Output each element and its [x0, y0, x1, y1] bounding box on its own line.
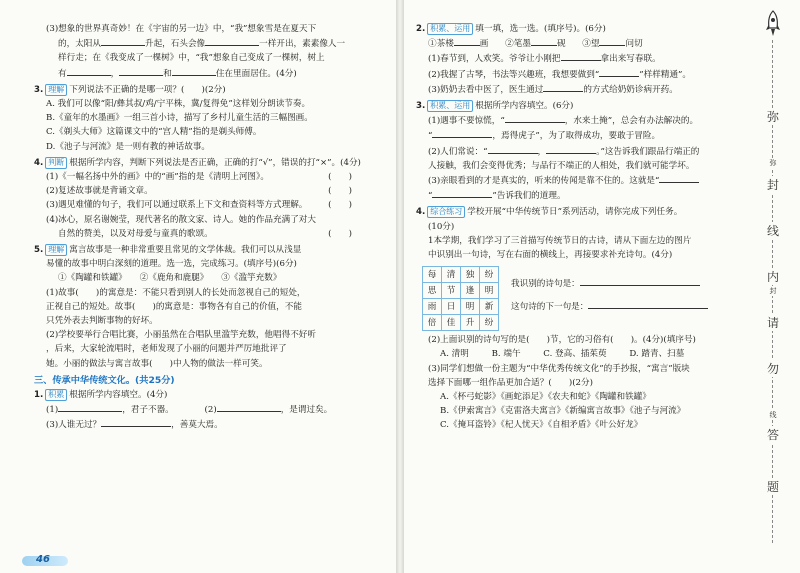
poem-character-grid [422, 266, 499, 331]
answer-blank[interactable] [599, 67, 639, 77]
option-c: C.《剃头大师》这篇课文中的“宫人精”指的是剃头师傅。 [46, 127, 262, 138]
q2-part3-line2: 的，太阳从 升起，石头会像 一样开出，素素像人一 [34, 36, 382, 51]
binding-char: 题 [764, 478, 782, 495]
answer-blank[interactable] [172, 66, 216, 76]
q4-points: (10分) [428, 221, 455, 232]
grid-cell: 逢 [461, 283, 480, 299]
q3-line5: (3)亲眼看到的才是真实的，听来的传闻是靠不住的。这就是“ [416, 173, 746, 188]
book-gutter [396, 0, 404, 573]
answer-paren[interactable]: ( ) [328, 228, 352, 239]
binding-char: 线 [764, 222, 782, 239]
judge-item-4: (4)冰心，原名谢婉莹，现代著名的散文家、诗人。她的作品充满了对大 [46, 214, 316, 225]
answer-blank[interactable] [588, 299, 708, 309]
answer-blank[interactable] [561, 51, 601, 61]
word-options: ①茶楼 画 ②笔墨 砚 ③望 问切 [416, 36, 746, 51]
grid-cell: 雨 [423, 299, 442, 315]
grid-cell: 每 [423, 267, 442, 283]
option-c: C.《掩耳盗铃》《杞人忧天》《自相矛盾》《叶公好龙》 [440, 420, 643, 431]
grid-cell: 纷 [480, 315, 499, 331]
option-a: A. 我们可以像“阳/彝其叔/鸡/宁平株，冀/复得免”这样划分朗读节奏。 [46, 99, 311, 110]
poem-grid-area [422, 266, 746, 331]
q4-task2: (2)上面识别的诗句写的是( )节，它的习俗有( )。(4分)(填序号) [428, 335, 696, 346]
q2-part3-line4: 有 ， 和 住在里面居住。(4分) [34, 66, 382, 81]
judge-item-1: (1)《一幅名扬中外的画》中的“画”指的是《清明上河图》。 ( ) [34, 170, 382, 184]
answer-blank[interactable] [505, 113, 565, 123]
binding-strip [752, 0, 800, 573]
answer-paren[interactable]: ( ) [328, 186, 352, 197]
question-tag: 积累、运用 [427, 23, 473, 35]
q2-part3-line1: (3)想象的世界真奇妙！在《宇宙的另一边》中，“我”想象雪是在夏天下 [46, 24, 317, 34]
left-page [0, 0, 396, 573]
answer-blank[interactable] [101, 36, 145, 46]
grid-cell: 独 [461, 267, 480, 283]
q5-part2-line2: ，后来，大家轮流唱时，老师发现了小丽的问题并严厉地批评了 [46, 344, 287, 355]
q3-line6: “ ”告诉我们的道理。 [416, 188, 746, 203]
q3-line4: 人接触，我们会变得优秀；与品行不端正的人相处，我们就可能学坏。 [428, 160, 695, 171]
binding-char-small: 封 [767, 286, 779, 296]
question-tag: 理解 [45, 244, 67, 256]
grid-cell: 节 [442, 283, 461, 299]
fill-line-2: (3)人谁无过？ ，善莫大焉。 [34, 417, 382, 432]
q5-part2-line3: 她。小丽的做法与寓言故事( )中人物的做法一样可笑。 [46, 358, 268, 369]
binding-char: 答 [764, 426, 782, 443]
grid-cell: 清 [442, 267, 461, 283]
answer-blank[interactable] [67, 66, 111, 76]
option-d: D.《池子与河流》是一则有教的神话故事。 [46, 141, 211, 152]
judge-item-4-cont: 自然的赞美，以及对母爱与童真的歌颂。 ( ) [34, 227, 382, 241]
answer-blank[interactable] [205, 36, 259, 46]
q5-part1-line3: 只凭外表去判断事物的好坏。 [46, 316, 158, 327]
answer-blank[interactable] [101, 417, 171, 427]
option-a: A.《杯弓蛇影》《画蛇添足》《农夫和蛇》《陶罐和铁罐》 [440, 392, 651, 403]
grid-cell: 日 [442, 299, 461, 315]
q3-line3: (2)人们常说：“ ， 。”这告诉我们跟品行端正的 [416, 144, 746, 159]
grid-cell: 新 [480, 299, 499, 315]
binding-char: 请 [764, 314, 782, 331]
answer-blank[interactable] [580, 276, 700, 286]
answer-paren[interactable]: ( ) [328, 200, 352, 211]
answer-blank[interactable] [58, 402, 122, 412]
binding-char-small: 线 [767, 410, 779, 420]
answer-blank[interactable] [432, 188, 492, 198]
judge-item-3: (3)遇见难懂的句子，我们可以通过联系上下文和查资料等方式理解。 ( ) [34, 198, 382, 212]
question-tag: 综合练习 [427, 206, 465, 218]
answer-blank[interactable] [531, 36, 557, 46]
question-2: 2. 积累、运用 填一填，选一选。(填序号)。(6分) [416, 24, 606, 34]
rocket-icon [762, 10, 784, 38]
binding-char: 勿 [764, 360, 782, 377]
fable-options: ①《陶罐和铁罐》 ②《鹿角和鹿腿》 ③《滥竽充数》 [58, 273, 282, 284]
grid-cell: 佳 [442, 315, 461, 331]
question-tag: 判断 [45, 157, 67, 169]
question-tag: 积累 [45, 389, 67, 401]
q5-part1-line2: 正视自己的短处。故事( )的寓意是：事物各有自己的价值，不能 [46, 301, 302, 312]
next-line: 这句诗的下一句是： [511, 299, 708, 314]
q2-item-3: (3)奶奶去看中医了，医生通过 的方式给奶奶诊病开药。 [416, 82, 746, 97]
answer-blank[interactable] [432, 128, 492, 138]
answer-blank[interactable] [659, 173, 699, 183]
answer-paren[interactable]: ( ) [328, 172, 352, 183]
section-q1: 1. 积累 根据所学内容填空。(4分) [34, 390, 168, 401]
option-b: B.《伊索寓言》《克雷洛夫寓言》《新编寓言故事》《池子与河流》 [440, 406, 686, 417]
q4-task2-options: A. 清明 B. 端午 C. 登高、插茱萸 D. 踏青、扫墓 [440, 349, 685, 360]
question-4: 4. 判断 根据所学内容，判断下列说法是否正确，正确的打“√”，错误的打“×”。(4分) [34, 157, 361, 168]
option-b: B.《童年的水墨画》一组三首小诗，描写了乡村儿童生活的三幅图画。 [46, 113, 313, 124]
question-3: 3. 积累、运用 根据所学内容填空。(6分) [416, 101, 574, 112]
question-4: 4. 综合练习 学校开展“中华传统节日”系列活动，请你完成下列任务。 [416, 207, 683, 218]
judge-item-2: (2)复述故事就是背诵文章。 ( ) [34, 184, 382, 198]
grid-cell: 明 [480, 283, 499, 299]
q3-line1: (1)遇事不要惊慌，“ ，水来土掩”，总会有办法解决的。 [416, 113, 746, 128]
answer-blank[interactable] [454, 36, 480, 46]
q3-line2: “ ，焉得虎子”，为了取得成功，要敢于冒险。 [416, 128, 746, 143]
binding-char: 封 [764, 176, 782, 193]
q2-item-1: (1)春节到，人欢笑。爷爷让小刚把 拿出来写春联。 [416, 51, 746, 66]
q4-task1-line2: 中识别出一句诗，写在右面的横线上，再接要求补充诗句。(4分) [428, 250, 673, 261]
grid-cell: 升 [461, 315, 480, 331]
q2-item-2: (2)我握了古琴，书法等兴趣班，我想要做到“ ”样样精通”。 [416, 67, 746, 82]
q4-task3-line2: 选择下面哪一组作品更加合适？( )(2分) [428, 377, 593, 388]
answer-blank[interactable] [217, 402, 281, 412]
question-5: 5. 理解 寓言故事是一种非常重要且常见的文学体裁。我们可以从浅显 [34, 245, 302, 256]
question-5-line2: 易懂的故事中明白深刻的道理。选一选，完成练习。(填序号)(6分) [46, 259, 297, 270]
recognized-line: 我识别的诗句是： [511, 276, 708, 291]
q5-part2-line1: (2)学校要举行合唱比赛，小丽虽然在合唱队里滥竽充数，他唱得不好听 [46, 330, 316, 341]
page-number: 46 [22, 553, 72, 569]
answer-blank[interactable] [599, 36, 625, 46]
grid-cell: 纷 [480, 267, 499, 283]
right-page [404, 0, 752, 573]
answer-blank[interactable] [119, 66, 163, 76]
grid-cell: 思 [423, 283, 442, 299]
question-tag: 理解 [45, 84, 67, 96]
answer-blank[interactable] [488, 144, 538, 154]
q5-part1-line1: (1)故事( )的寓意是：不能只看到别人的长处而忽视自己的短处， [46, 287, 306, 298]
fill-line-1: (1) ，君子不器。 (2) ，是谓过矣。 [34, 402, 382, 417]
question-3: 3. 理解 下列说法不正确的是哪一项？( )(2分) [34, 84, 226, 95]
binding-char-small: 弥 [767, 158, 779, 168]
q4-task3-line1: (3)同学们想做一份主题为“中华优秀传统文化”的手抄报，“寓言”版块 [428, 363, 690, 374]
grid-cell: 倍 [423, 315, 442, 331]
question-tag: 积累、运用 [427, 100, 473, 112]
q4-task1-line1: 1本学期，我们学习了三首描写传统节日的古诗，请从下面左边的图片 [428, 235, 692, 246]
grid-cell: 明 [461, 299, 480, 315]
section-heading: 三、传承中华传统文化。(共25分) [34, 374, 175, 386]
binding-char: 弥 [764, 108, 782, 125]
poem-answer-lines [511, 276, 708, 322]
answer-blank[interactable] [546, 144, 596, 154]
answer-blank[interactable] [543, 82, 583, 92]
q2-part3-line3: 样行走；在《我变成了一棵树》中，“我”想象自己变成了一棵树，树上 [58, 53, 325, 64]
binding-char: 内 [764, 268, 782, 285]
